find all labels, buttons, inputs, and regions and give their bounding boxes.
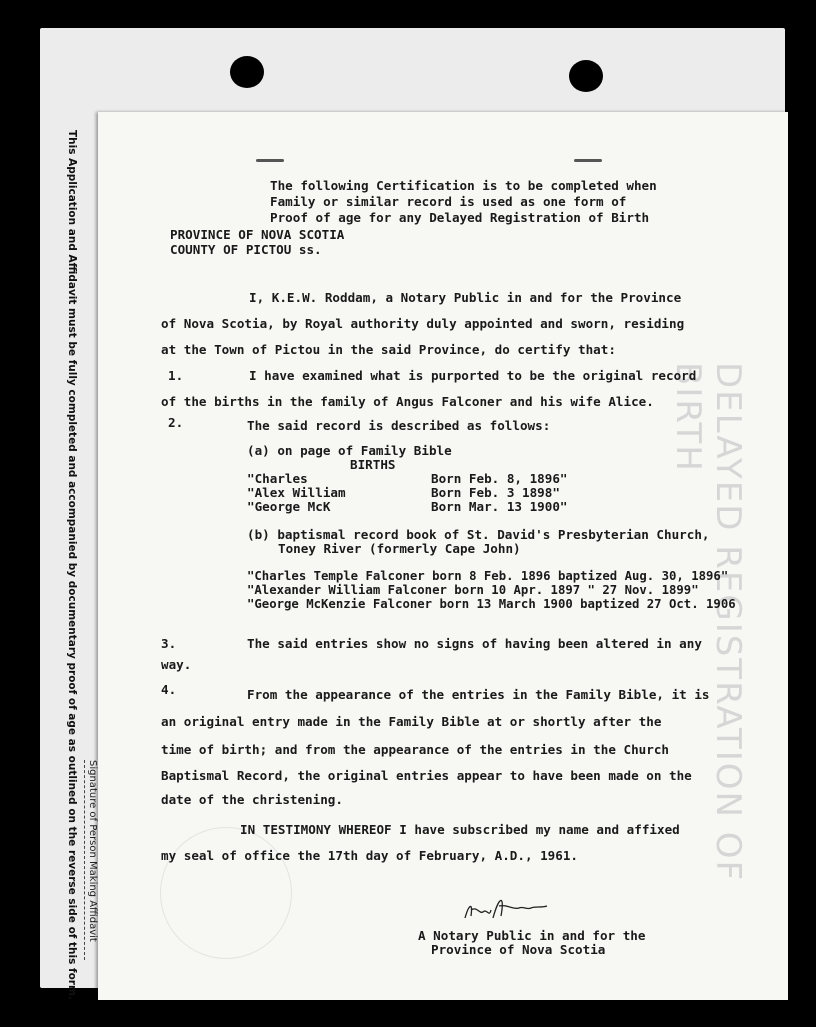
staple-mark-right: [574, 159, 602, 162]
baptism-entry: "Alexander William Falconer born 10 Apr. 1897 " 27 Nov. 1899": [247, 583, 699, 597]
heading-line: Family or similar record is used as one form of: [270, 194, 627, 209]
item-3-number: 3.: [161, 636, 177, 651]
birth-date: Born Mar. 13 1900": [431, 499, 568, 514]
births-heading: BIRTHS: [350, 457, 396, 472]
side-instruction-text: This Application and Affidavit must be fully completed and accompanied by documentary proof of age as outlined on the reverse side of this form.: [66, 130, 78, 1000]
notary-signature: [461, 892, 551, 926]
item-3-line: way.: [161, 657, 192, 672]
baptismal-record-label: (b) baptismal record book of St. David's Presbyterian Church,: [247, 527, 710, 542]
item-1-line: I have examined what is purported to be the original record: [249, 368, 697, 383]
certification-page: [98, 112, 788, 1000]
item-4-line: an original entry made in the Family Bible at or shortly after the: [161, 714, 662, 729]
punch-hole-right: [569, 60, 603, 92]
show-through-title: DELAYED REGISTRATION OF BIRTH: [668, 362, 748, 883]
intro-line: of Nova Scotia, by Royal authority duly appointed and sworn, residing: [161, 316, 685, 331]
family-bible-label: (a) on page of Family Bible: [247, 443, 452, 458]
heading-line: The following Certification is to be completed when: [270, 178, 657, 193]
item-4-line: date of the christening.: [161, 792, 343, 807]
intro-line: I, K.E.W. Roddam, a Notary Public in and for the Province: [249, 290, 682, 305]
item-4-line: time of birth; and from the appearance of the entries in the Church: [161, 742, 669, 757]
item-3-line: The said entries show no signs of having been altered in any: [247, 636, 702, 651]
birth-name: "Charles: [247, 471, 308, 486]
punch-hole-left: [230, 56, 264, 88]
item-2-number: 2.: [168, 415, 184, 430]
baptism-entry: "George McKenzie Falconer born 13 March 1900 baptized 27 Oct. 1906: [247, 597, 736, 611]
birth-date: Born Feb. 3 1898": [431, 485, 560, 500]
province-line: PROVINCE OF NOVA SCOTIA: [170, 227, 345, 242]
county-line: COUNTY OF PICTOU ss.: [170, 242, 322, 257]
item-4-line: From the appearance of the entries in the Family Bible, it is: [247, 687, 710, 702]
baptismal-record-label: Toney River (formerly Cape John): [278, 541, 521, 556]
birth-name: "Alex William: [247, 485, 346, 500]
item-1-line: of the births in the family of Angus Falconer and his wife Alice.: [161, 394, 654, 409]
item-4-line: Baptismal Record, the original entries appear to have been made on the: [161, 768, 692, 783]
baptism-entry: "Charles Temple Falconer born 8 Feb. 1896 baptized Aug. 30, 1896": [247, 569, 729, 583]
notary-seal-emboss: [160, 827, 292, 959]
side-signature-label: Signature of Person Making Affidavit: [84, 760, 98, 960]
testimony-line: IN TESTIMONY WHEREOF I have subscribed my name and affixed: [240, 822, 680, 837]
item-1-number: 1.: [168, 368, 184, 383]
notary-title-line: Province of Nova Scotia: [431, 942, 606, 957]
testimony-line: my seal of office the 17th day of February, A.D., 1961.: [161, 848, 579, 863]
birth-name: "George McK: [247, 499, 331, 514]
staple-mark-left: [256, 159, 284, 162]
intro-line: at the Town of Pictou in the said Province, do certify that:: [161, 342, 616, 357]
birth-date: Born Feb. 8, 1896": [431, 471, 568, 486]
heading-line: Proof of age for any Delayed Registration of Birth: [270, 210, 650, 225]
item-2-text: The said record is described as follows:: [247, 418, 551, 433]
item-4-number: 4.: [161, 682, 177, 697]
notary-title-line: A Notary Public in and for the: [418, 928, 646, 943]
